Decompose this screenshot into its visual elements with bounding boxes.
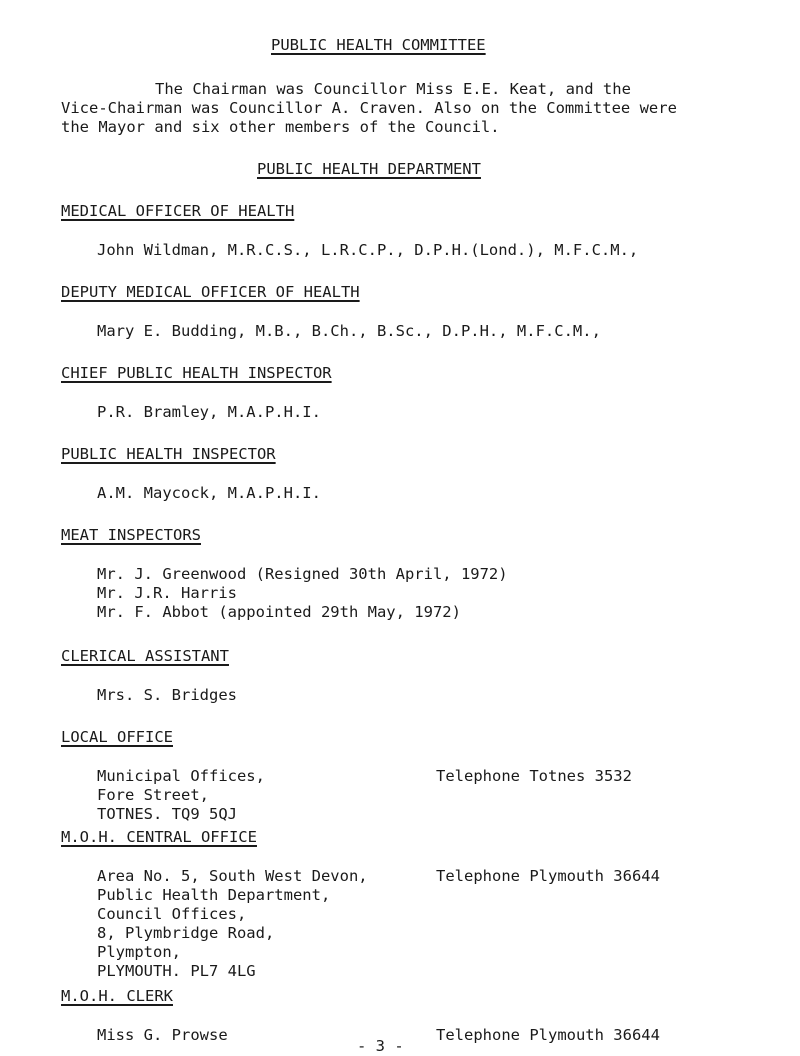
page-number: - 3 - xyxy=(357,1037,404,1055)
meat-inspector: Mr. F. Abbot (appointed 29th May, 1972) xyxy=(97,603,461,621)
department-title: PUBLIC HEALTH DEPARTMENT xyxy=(257,160,481,178)
page-title: PUBLIC HEALTH COMMITTEE xyxy=(271,36,486,54)
intro-paragraph xyxy=(61,80,677,137)
inspector-heading: PUBLIC HEALTH INSPECTOR xyxy=(61,445,276,463)
meat-inspectors-heading: MEAT INSPECTORS xyxy=(61,526,201,544)
meat-inspector: Mr. J. Greenwood (Resigned 30th April, 1972) xyxy=(97,565,508,583)
chief-inspector-name: P.R. Bramley, M.A.P.H.I. xyxy=(97,403,321,421)
address-line: Municipal Offices, xyxy=(97,767,265,785)
clerical-name: Mrs. S. Bridges xyxy=(97,686,237,704)
meat-inspector: Mr. J.R. Harris xyxy=(97,584,237,602)
intro-line: The Chairman was Councillor Miss E.E. Keat, and the xyxy=(155,80,631,98)
address-line: Council Offices, xyxy=(97,905,247,923)
moh-heading: MEDICAL OFFICER OF HEALTH xyxy=(61,202,295,220)
intro-line: the Mayor and six other members of the Council. xyxy=(61,118,500,136)
clerical-heading: CLERICAL ASSISTANT xyxy=(61,647,229,665)
meat-inspectors-list xyxy=(97,565,508,622)
clerk-name: Miss G. Prowse xyxy=(97,1026,228,1044)
address-line: TOTNES. TQ9 5QJ xyxy=(97,805,237,823)
local-office-heading: LOCAL OFFICE xyxy=(61,728,173,746)
inspector-name: A.M. Maycock, M.A.P.H.I. xyxy=(97,484,321,502)
central-office-telephone: Telephone Plymouth 36644 xyxy=(436,867,660,885)
central-office-heading: M.O.H. CENTRAL OFFICE xyxy=(61,828,257,846)
address-line: 8, Plymbridge Road, xyxy=(97,924,275,942)
address-line: Fore Street, xyxy=(97,786,209,804)
deputy-name: Mary E. Budding, M.B., B.Ch., B.Sc., D.P.H., M.F.C.M., xyxy=(97,322,601,340)
central-office-address xyxy=(97,867,368,981)
moh-name: John Wildman, M.R.C.S., L.R.C.P., D.P.H.(Lond.), M.F.C.M., xyxy=(97,241,639,259)
address-line: PLYMOUTH. PL7 4LG xyxy=(97,962,256,980)
address-line: Plympton, xyxy=(97,943,181,961)
clerk-heading: M.O.H. CLERK xyxy=(61,987,173,1005)
local-office-telephone: Telephone Totnes 3532 xyxy=(436,767,632,785)
address-line: Area No. 5, South West Devon, xyxy=(97,867,368,885)
deputy-heading: DEPUTY MEDICAL OFFICER OF HEALTH xyxy=(61,283,360,301)
chief-inspector-heading: CHIEF PUBLIC HEALTH INSPECTOR xyxy=(61,364,332,382)
local-office-address xyxy=(97,767,265,824)
clerk-telephone: Telephone Plymouth 36644 xyxy=(436,1026,660,1044)
intro-line: Vice-Chairman was Councillor A. Craven. Also on the Committee were xyxy=(61,99,677,117)
address-line: Public Health Department, xyxy=(97,886,331,904)
